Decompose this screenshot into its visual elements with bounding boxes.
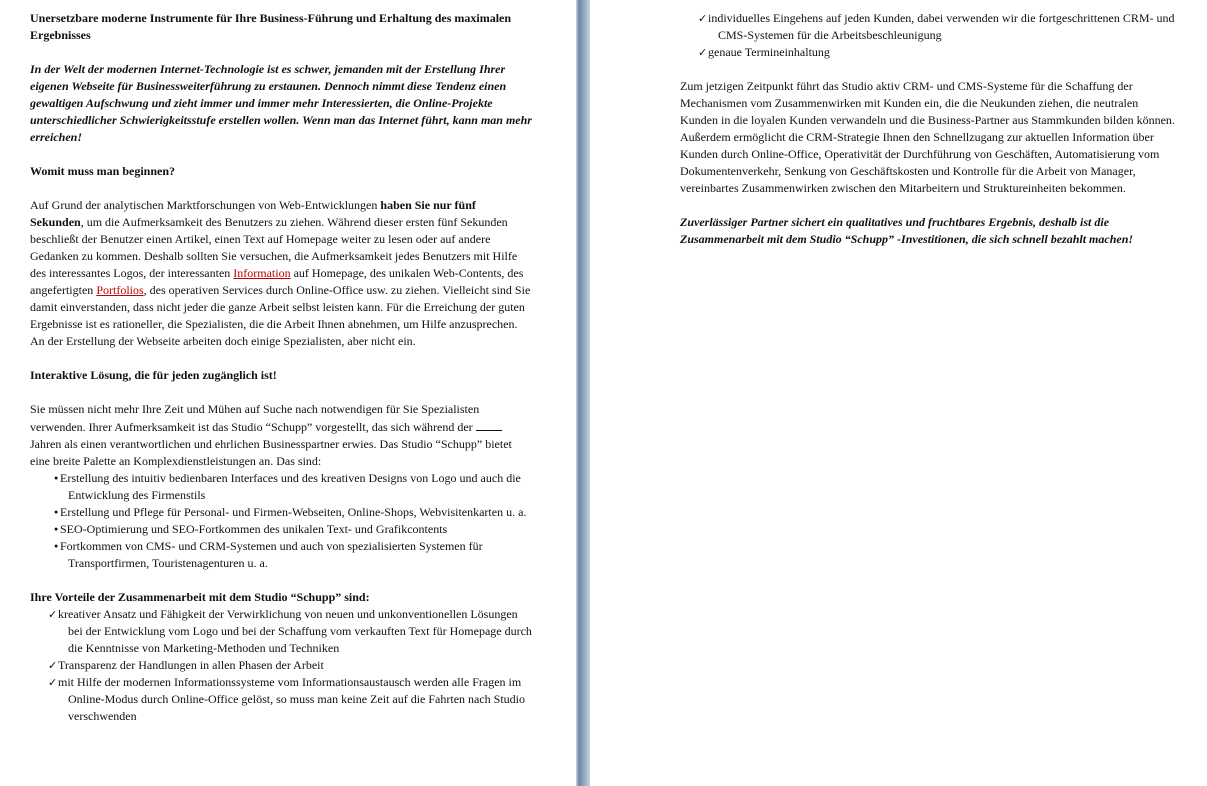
para2-text-a: Sie müssen nicht mehr Ihre Zeit und Mühen auf Suche nach notwendigen für Sie Spezialisten verwenden. Ihrer Aufmerksamkeit ist das Studio “Schupp” vorgestellt, das sich während der [30, 402, 480, 434]
spacer [680, 61, 1176, 78]
list-item: ✓ kreativer Ansatz und Fähigkeit der Verwirklichung von neuen und unkonventionellen Lösungen bei der Entwicklung vom Logo und bei der Schaffung vom verkauften Text für Homepage durch die Kenntnisse von Marketing-Methoden und Techniken [30, 606, 532, 657]
para1-text-b: , um die Aufmerksamkeit des Benutzers zu ziehen. Während dieser ersten fünf Sekunden beschließt der Benutzer einen Artikel, einen Text auf Homepage weiter zu lesen oder auf andere Gedanken zu kommen. Deshalb sollten Sie versuchen, die Aufmerksamkeit jedes Benutzers mit Hilfe des interessantes Logos, der interessanten [30, 215, 518, 280]
paragraph-crm-cms: Zum jetzigen Zeitpunkt führt das Studio aktiv CRM- und CMS-Systeme für die Schaffung der Mechanismen vom Zusammenwirken mit Kunden ein, die die Neukunden ziehen, die neutralen Kunden in die loyalen Kunden verwandeln und die Business-Partner aus Stammkunden bilden können. Außerdem ermöglicht die CRM-Strategie Ihnen den Schnellzugang zur aktuellen Information über Kunden durch Online-Office, Operativität der Durchführung von Geschäften, Automatisierung vom Dokumentenverkehr, Senkung von Geschäftskosten und Kontrolle für die Arbeit von Manager, vereinbartes Zusammenwirken zwischen den Mitarbeitern und Struktureinheiten bekommen. [680, 79, 1175, 195]
document-page-left [0, 0, 576, 786]
page-right-content [680, 10, 1176, 248]
heading-interaktive-loesung: Interaktive Lösung, die für jeden zugänglich ist! [30, 368, 277, 382]
page-gutter-divider [576, 0, 590, 786]
paragraph-analytics [30, 197, 532, 350]
blank-years-field [476, 418, 502, 431]
list-item: ✓ genaue Termineinhaltung [680, 44, 1176, 61]
para1-text-d: , des operativen Services durch Online-Office usw. zu ziehen. Vielleicht sind Sie damit einverstanden, dass nicht jeder die ganze Arbeit selbst leisten kann. Für die Erreichung der guten Ergebnisse ist es rationeller, die Spezialisten, die die Arbeit Ihnen abnehmen, um Hilfe anzusprechen. An der Erstellung der Webseite arbeiten doch einige Spezialisten, aber nicht ein. [30, 283, 531, 348]
heading-vorteile: Ihre Vorteile der Zusammenarbeit mit dem Studio “Schupp” sind: [30, 590, 370, 604]
paragraph-studio-intro [30, 401, 532, 470]
para1-text-c: auf Homepage, des unikalen Web-Contents, des angefertigten [30, 266, 524, 297]
spacer [30, 572, 532, 589]
list-item: ✓ Transparenz der Handlungen in allen Phasen der Arbeit [30, 657, 532, 674]
services-bullet-list [30, 470, 532, 572]
list-item: ● Erstellung des intuitiv bedienbaren Interfaces und des kreativen Designs von Logo und auch die Entwicklung des Firmenstils [30, 470, 532, 504]
list-item: ✓ individuelles Eingehens auf jeden Kunden, dabei verwenden wir die fortgeschrittenen CRM- und CMS-Systemen für die Arbeitsbeschleunigung [680, 10, 1176, 44]
closing-statement: Zuverlässiger Partner sichert ein qualitatives und fruchtbares Ergebnis, deshalb ist die Zusammenarbeit mit dem Studio “Schupp” -Investitionen, die sich schnell bezahlt machen! [680, 215, 1134, 246]
document-title: Unersetzbare moderne Instrumente für Ihre Business-Führung und Erhaltung des maximalen Ergebnisses [30, 11, 512, 42]
portfolios-link[interactable]: Portfolios [96, 283, 144, 297]
para2-text-b: Jahren als einen verantwortlichen und ehrlichen Businesspartner erwies. Das Studio “Schupp” bietet eine breite Palette an Komplexdienstleistungen an. Das sind: [30, 437, 512, 468]
heading-womit: Womit muss man beginnen? [30, 164, 176, 178]
list-item: ● Fortkommen von CMS- und CRM-Systemen und auch von spezialisierten Systemen für Transportfirmen, Touristenagenturen u. a. [30, 538, 532, 572]
advantages-check-list-continued [680, 10, 1176, 61]
information-link[interactable]: Information [233, 266, 291, 280]
para1-bold-text: haben Sie nur fünf Sekunden [30, 198, 476, 229]
page-left-content [30, 10, 532, 725]
list-item: ● Erstellung und Pflege für Personal- und Firmen-Webseiten, Online-Shops, Webvisitenkarten u. a. [30, 504, 532, 521]
list-item: ✓ mit Hilfe der modernen Informationssysteme vom Informationsaustausch werden alle Fragen im Online-Modus durch Online-Office gelöst, so muss man keine Zeit auf die Fahrten nach Studio verschwenden [30, 674, 532, 725]
para1-text-a: Auf Grund der analytischen Marktforschungen von Web-Entwicklungen [30, 198, 381, 212]
document-page-right [590, 0, 1207, 786]
advantages-check-list [30, 606, 532, 725]
list-item: ● SEO-Optimierung und SEO-Fortkommen des unikalen Text- und Grafikcontents [30, 521, 532, 538]
intro-paragraph: In der Welt der modernen Internet-Technologie ist es schwer, jemanden mit der Erstellung Ihrer eigenen Webseite für Businessweiterführung zu erstaunen. Dennoch nimmt diese Tendenz einen gewaltigen Aufschwung und zieht immer und immer mehr Interessierten, die Online-Projekte unterschiedlicher Schwierigkeitsstufe erstellen wollen. Wenn man das Internet führt, kann man mehr erreichen! [30, 62, 532, 144]
